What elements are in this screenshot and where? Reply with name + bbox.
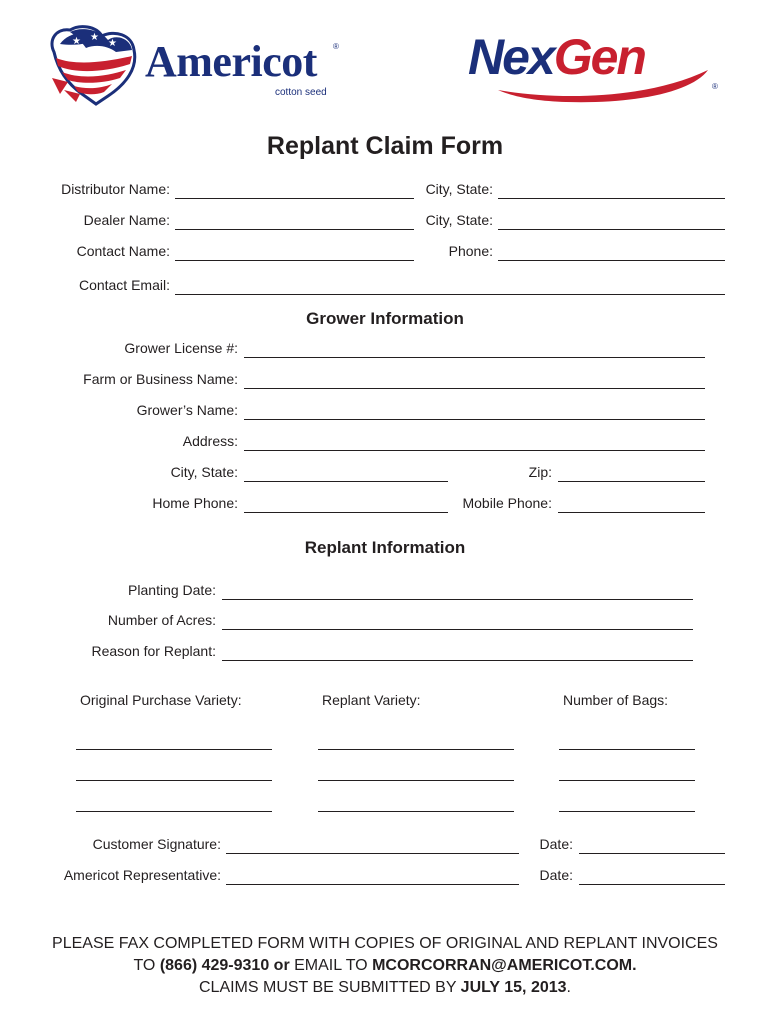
mobile-phone-field[interactable] [558,512,705,513]
original-variety-column-label: Original Purchase Variety: [80,692,242,708]
representative-date-field[interactable] [579,884,725,885]
grower-name-field[interactable] [244,419,705,420]
number-of-bags-field-2[interactable] [559,780,695,781]
grower-license-label: Grower License #: [124,340,238,356]
dealer-name-label: Dealer Name: [83,212,170,228]
customer-date-label: Date: [539,836,573,852]
replant-variety-field-3[interactable] [318,811,514,812]
svg-text:★: ★ [90,32,99,43]
distributor-city-state-field[interactable] [498,198,725,199]
customer-signature-field[interactable] [226,853,519,854]
customer-date-field[interactable] [579,853,725,854]
footer-to-text: TO [133,957,160,974]
original-variety-field-3[interactable] [76,811,272,812]
americot-registered-mark: ® [333,42,339,51]
nexgen-wordmark-gen: Gen [553,29,645,85]
grower-city-state-label: City, State: [170,464,238,480]
zip-field[interactable] [558,481,705,482]
original-variety-field-1[interactable] [76,749,272,750]
replant-info-heading: Replant Information [304,538,466,557]
home-phone-field[interactable] [244,512,448,513]
footer-deadline-line [0,977,770,999]
phone-label: Phone: [448,243,493,259]
footer-instructions-line2 [0,955,770,977]
distributor-name-label: Distributor Name: [61,181,170,197]
nexgen-wordmark [468,28,645,86]
reason-for-replant-label: Reason for Replant: [91,643,216,659]
grower-license-field[interactable] [244,357,705,358]
home-phone-label: Home Phone: [152,495,238,511]
americot-wordmark: Americot [145,37,317,86]
form-title: Replant Claim Form [266,132,504,160]
number-of-acres-label: Number of Acres: [107,612,216,628]
americot-representative-field[interactable] [226,884,519,885]
email-address[interactable]: MCORCORRAN@AMERICOT.COM. [372,957,637,974]
flag-heart-icon [46,22,146,106]
nexgen-wordmark-nex: Nex [468,29,554,85]
nexgen-registered-mark: ® [712,82,718,91]
footer-claims-text: CLAIMS MUST BE SUBMITTED BY [198,979,461,996]
distributor-name-field[interactable] [175,198,414,199]
original-variety-field-2[interactable] [76,780,272,781]
footer-instructions-line1: PLEASE FAX COMPLETED FORM WITH COPIES OF ORIGINAL AND REPLANT INVOICES [52,935,718,952]
number-of-bags-column-label: Number of Bags: [563,692,669,708]
dealer-city-state-field[interactable] [498,229,725,230]
farm-business-name-label: Farm or Business Name: [83,371,238,387]
number-of-bags-field-3[interactable] [559,811,695,812]
number-of-acres-field[interactable] [222,629,693,630]
deadline-date: JULY 15, 2013 [460,979,567,996]
contact-name-field[interactable] [175,260,414,261]
address-field[interactable] [244,450,705,451]
svg-text:★: ★ [72,36,81,47]
replant-variety-field-2[interactable] [318,780,514,781]
svg-text:★: ★ [82,48,91,58]
fax-number: (866) 429-9310 or [159,957,290,974]
americot-tagline: cotton seed [275,87,327,98]
svg-text:★: ★ [108,38,117,49]
replant-variety-field-1[interactable] [318,749,514,750]
replant-variety-column-label: Replant Variety: [322,692,421,708]
contact-email-label: Contact Email: [78,277,170,293]
customer-signature-label: Customer Signature: [92,836,221,852]
grower-info-heading: Grower Information [306,309,464,328]
planting-date-label: Planting Date: [128,582,216,598]
footer-period: . [566,979,571,996]
contact-name-label: Contact Name: [76,243,170,259]
reason-for-replant-field[interactable] [222,660,693,661]
planting-date-field[interactable] [222,599,693,600]
footer-email-to-text: EMAIL TO [289,957,373,974]
zip-label: Zip: [528,464,552,480]
distributor-city-state-label: City, State: [425,181,493,197]
farm-business-name-field[interactable] [244,388,705,389]
dealer-city-state-label: City, State: [425,212,493,228]
contact-email-field[interactable] [175,294,725,295]
grower-name-label: Grower’s Name: [136,402,238,418]
americot-representative-label: Americot Representative: [63,867,221,883]
phone-field[interactable] [498,260,725,261]
dealer-name-field[interactable] [175,229,414,230]
address-label: Address: [182,433,238,449]
mobile-phone-label: Mobile Phone: [462,495,552,511]
number-of-bags-field-1[interactable] [559,749,695,750]
grower-city-state-field[interactable] [244,481,448,482]
representative-date-label: Date: [539,867,573,883]
